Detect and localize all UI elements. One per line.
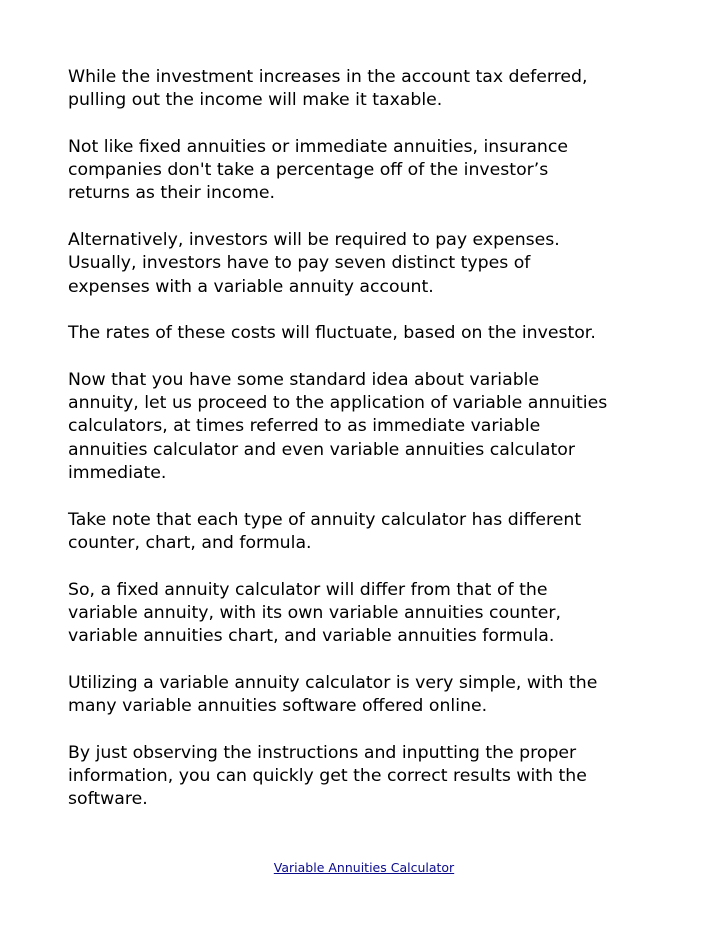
paragraph-software-online: Utilizing a variable annuity calculator is very simple, with the many variable annuities software offered online. (68, 672, 598, 717)
paragraph-expenses: Alternatively, investors will be required to pay expenses. Usually, investors have to pay seven distinct types of expenses with a variable annuity account. (68, 230, 560, 297)
paragraph-rates: The rates of these costs will fluctuate, based on the investor. (68, 323, 596, 344)
footer (0, 860, 728, 876)
paragraph-instructions: By just observing the instructions and inputting the proper information, you can quickly get the correct results with the software. (68, 742, 587, 810)
variable-annuities-calculator-link[interactable]: Variable Annuities Calculator (273, 860, 455, 875)
paragraph-insurance-companies: Not like fixed annuities or immediate annuities, insurance companies don't take a percentage off of the investor’s returns as their income. (68, 136, 568, 204)
paragraph-tax-deferred: While the investment increases in the account tax deferred, pulling out the income will make it taxable. (68, 67, 588, 111)
paragraph-fixed-vs-variable: So, a fixed annuity calculator will differ from that of the variable annuity, with its own variable annuities counter, variable annuities chart, and variable annuities formula. (68, 579, 561, 647)
paragraph-calculator-types: Take note that each type of annuity calculator has different counter, chart, and formula. (68, 509, 582, 553)
document-body (68, 66, 668, 835)
paragraph-calculator-application: Now that you have some standard idea about variable annuity, let us proceed to the application of variable annuities calculators, at times referred to as immediate variable annuities calculator and even variable annuities calculator immediate. (68, 369, 608, 484)
